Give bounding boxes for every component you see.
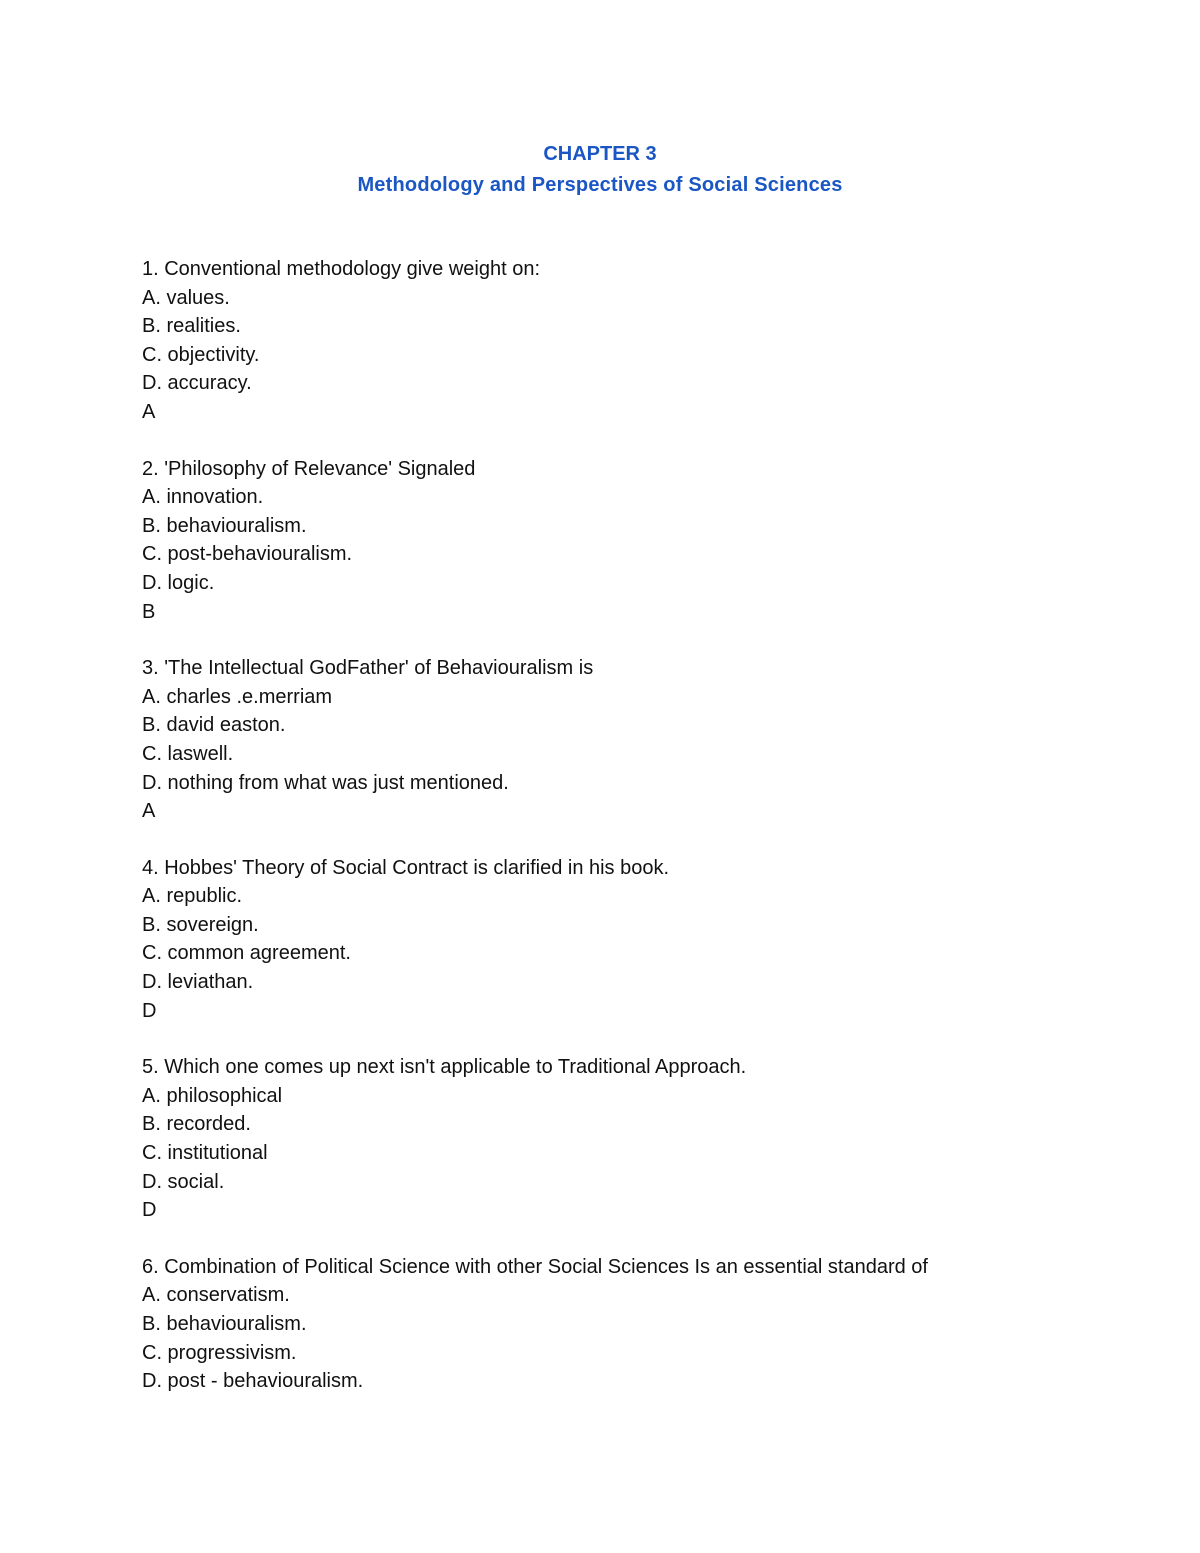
- question-block: [142, 1053, 1142, 1225]
- answer-option: A. republic.: [142, 885, 243, 908]
- answer-option: A. innovation.: [142, 486, 264, 509]
- question-stem: 5. Which one comes up next isn't applicable to Traditional Approach.: [142, 1056, 747, 1079]
- answer-option: B. david easton.: [142, 714, 286, 737]
- question-list: [142, 255, 1142, 1424]
- answer-option: C. progressivism.: [142, 1341, 297, 1364]
- question-stem: 2. 'Philosophy of Relevance' Signaled: [142, 457, 476, 480]
- answer-option: C. institutional: [142, 1142, 268, 1165]
- question-block: [142, 255, 1142, 427]
- chapter-number: CHAPTER 3: [543, 143, 657, 165]
- answer-option: B. behaviouralism.: [142, 514, 307, 537]
- answer-option: A. philosophical: [142, 1084, 283, 1107]
- answer-option: C. laswell.: [142, 742, 234, 765]
- question-block: [142, 854, 1142, 1026]
- correct-answer: B: [142, 600, 156, 623]
- answer-option: D. logic.: [142, 571, 215, 594]
- correct-answer: A: [142, 800, 156, 823]
- question-stem: 1. Conventional methodology give weight on:: [142, 258, 541, 280]
- answer-option: A. conservatism.: [142, 1284, 290, 1307]
- answer-option: D. post - behaviouralism.: [142, 1370, 364, 1393]
- chapter-title: Methodology and Perspectives of Social Sciences: [357, 174, 843, 196]
- answer-option: C. common agreement.: [142, 942, 351, 965]
- question-block: [142, 455, 1142, 627]
- answer-option: B. behaviouralism.: [142, 1313, 307, 1335]
- answer-option: D. social.: [142, 1170, 225, 1193]
- question-stem: 3. 'The Intellectual GodFather' of Behaviouralism is: [142, 657, 594, 680]
- answer-option: B. sovereign.: [142, 913, 259, 936]
- correct-answer: A: [142, 400, 156, 423]
- correct-answer: D: [142, 999, 157, 1022]
- answer-option: A. values.: [142, 286, 230, 309]
- answer-option: B. recorded.: [142, 1113, 251, 1136]
- correct-answer: D: [142, 1199, 157, 1222]
- chapter-header: [0, 140, 1200, 199]
- answer-option: C. objectivity.: [142, 343, 260, 366]
- question-stem: 6. Combination of Political Science with other Social Sciences Is an essential standard of: [142, 1255, 928, 1278]
- answer-option: B. realities.: [142, 315, 241, 338]
- question-stem: 4. Hobbes' Theory of Social Contract is clarified in his book.: [142, 856, 670, 879]
- answer-option: C. post-behaviouralism.: [142, 543, 353, 566]
- answer-option: A. charles .e.merriam: [142, 685, 333, 708]
- question-block: [142, 1253, 1142, 1396]
- answer-option: D. nothing from what was just mentioned.: [142, 771, 509, 794]
- answer-option: D. leviathan.: [142, 971, 254, 994]
- answer-option: D. accuracy.: [142, 372, 252, 395]
- question-block: [142, 654, 1142, 826]
